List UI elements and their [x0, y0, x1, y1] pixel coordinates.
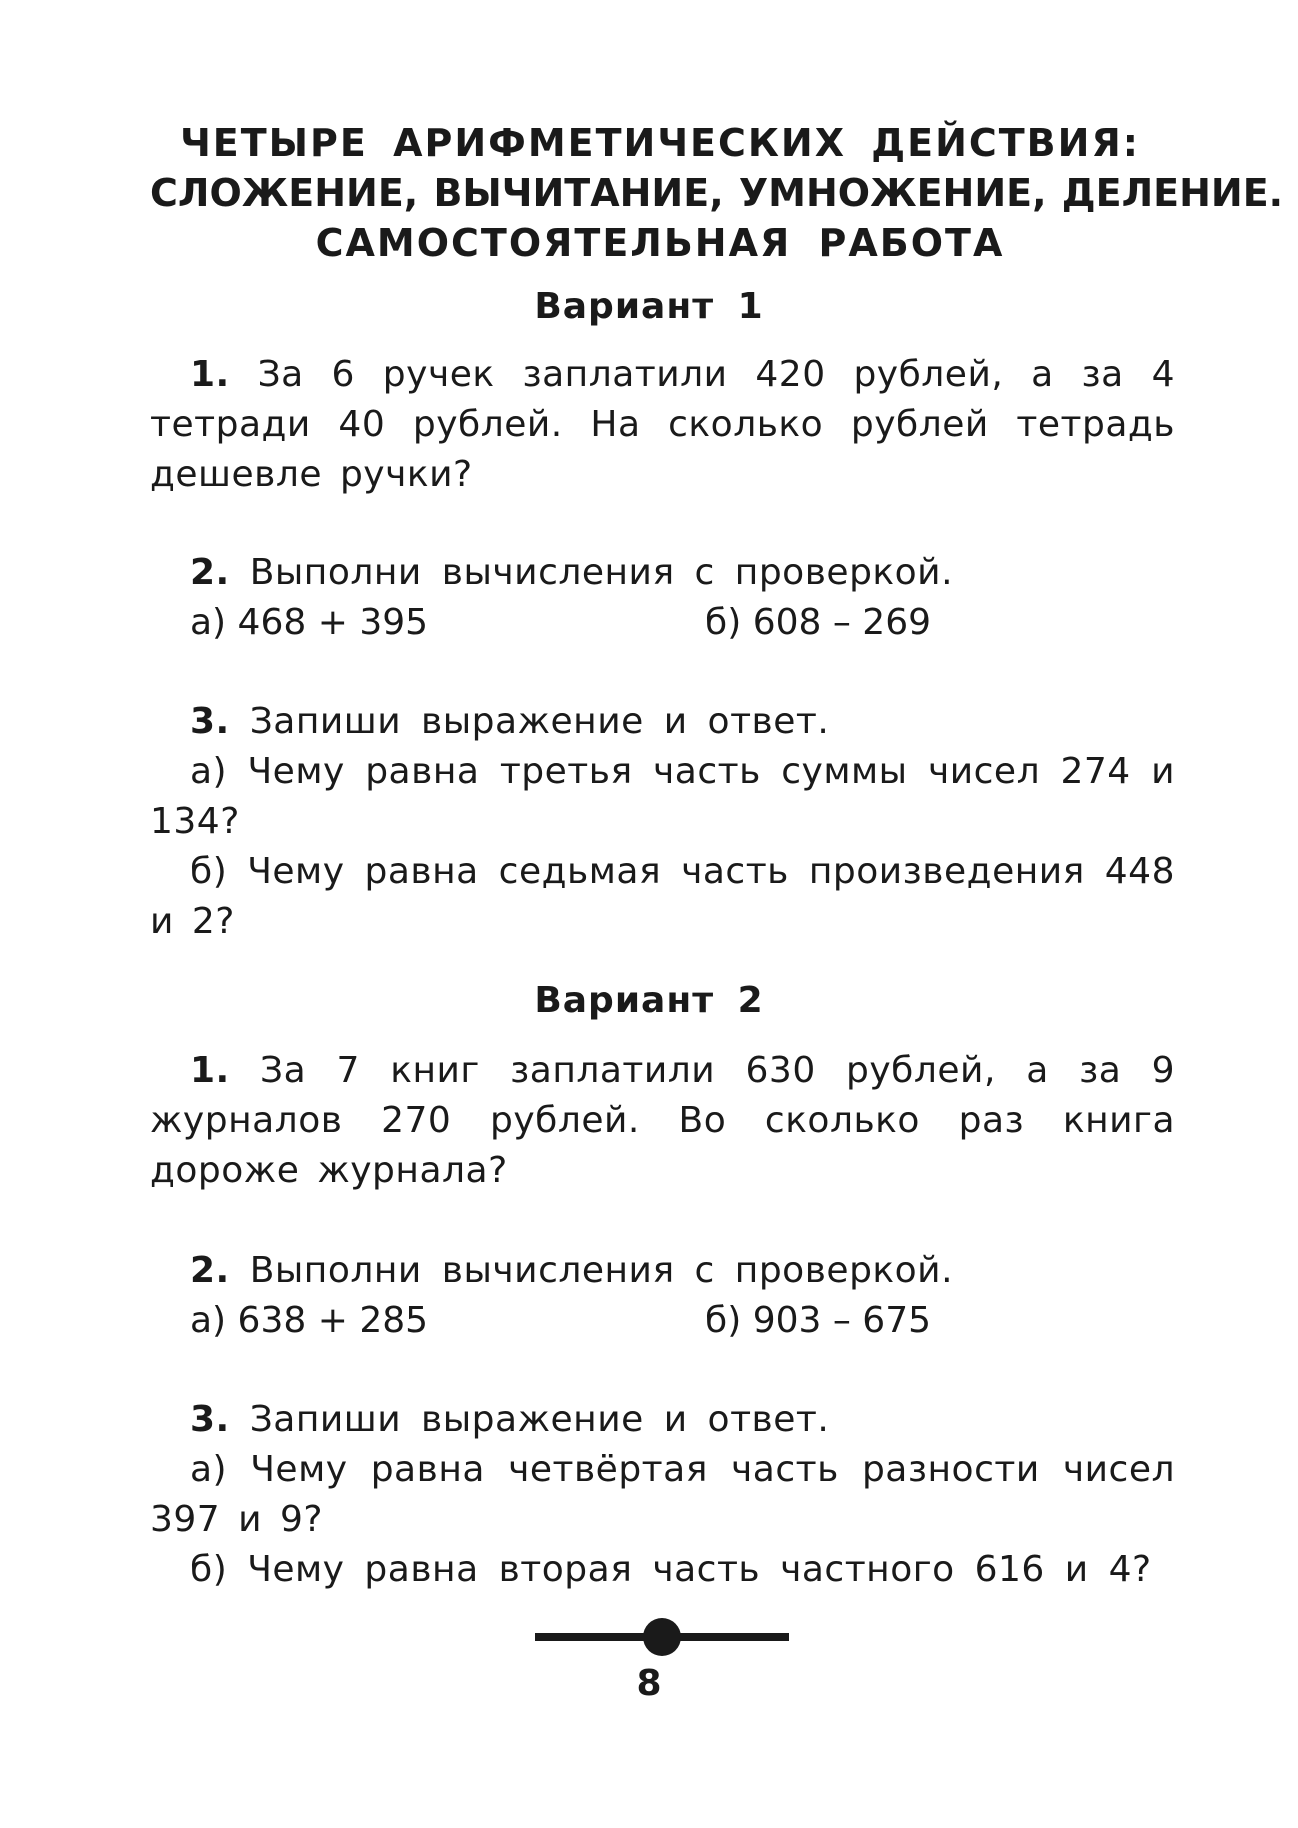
variant-2-heading: Вариант 2 [534, 980, 764, 1021]
variant-1-task-1 [150, 350, 1175, 500]
task-text: Выполни вычисления с проверкой. [249, 552, 954, 593]
task-text: За 7 книг заплатили 630 рублей, а за 9 журналов 270 рублей. Во сколько раз книга дороже журнала? [150, 1050, 1175, 1191]
task-number: 3. [190, 1399, 230, 1440]
task-number: 1. [190, 354, 230, 395]
question-b: б) Чему равна седьмая часть произведения 448 и 2? [150, 851, 1175, 942]
ornament-dot [643, 1618, 681, 1656]
question-b: б) Чему равна вторая часть частного 616 и 4? [190, 1549, 1152, 1590]
example-a: а) 468 + 395 [190, 602, 429, 643]
task-text: Выполни вычисления с проверкой. [249, 1250, 954, 1291]
variant-1-heading: Вариант 1 [534, 286, 764, 327]
task-text: Запиши выражение и ответ. [249, 701, 830, 742]
example-b: б) 903 – 675 [705, 1300, 932, 1341]
task-number: 2. [190, 1250, 230, 1291]
title-line-1: ЧЕТЫРЕ АРИФМЕТИЧЕСКИХ ДЕЙСТВИЯ: [180, 121, 1140, 165]
question-a: а) Чему равна третья часть суммы чисел 274 и 134? [150, 751, 1175, 842]
page-title [150, 118, 1284, 268]
variant-2-task-2 [150, 1246, 1175, 1296]
variant-2-task-3 [150, 1395, 1175, 1595]
variant-1-task-2 [150, 548, 1175, 598]
task-number: 3. [190, 701, 230, 742]
example-a: а) 638 + 285 [190, 1300, 429, 1341]
title-line-2: СЛОЖЕНИЕ, ВЫЧИТАНИЕ, УМНОЖЕНИЕ, ДЕЛЕНИЕ. [150, 171, 1284, 215]
task-text: За 6 ручек заплатили 420 рублей, а за 4 тетради 40 рублей. На сколько рублей тетрадь дешевле ручки? [150, 354, 1175, 495]
page-number: 8 [636, 1663, 662, 1704]
title-line-3: САМОСТОЯТЕЛЬНАЯ РАБОТА [315, 221, 1005, 265]
question-a: а) Чему равна четвёртая часть разности чисел 397 и 9? [150, 1449, 1175, 1540]
divider-ornament [535, 1612, 789, 1662]
example-b: б) 608 – 269 [705, 602, 932, 643]
task-number: 2. [190, 552, 230, 593]
variant-2-task-1 [150, 1046, 1175, 1196]
task-text: Запиши выражение и ответ. [249, 1399, 830, 1440]
variant-1-task-3 [150, 697, 1175, 947]
task-number: 1. [190, 1050, 230, 1091]
